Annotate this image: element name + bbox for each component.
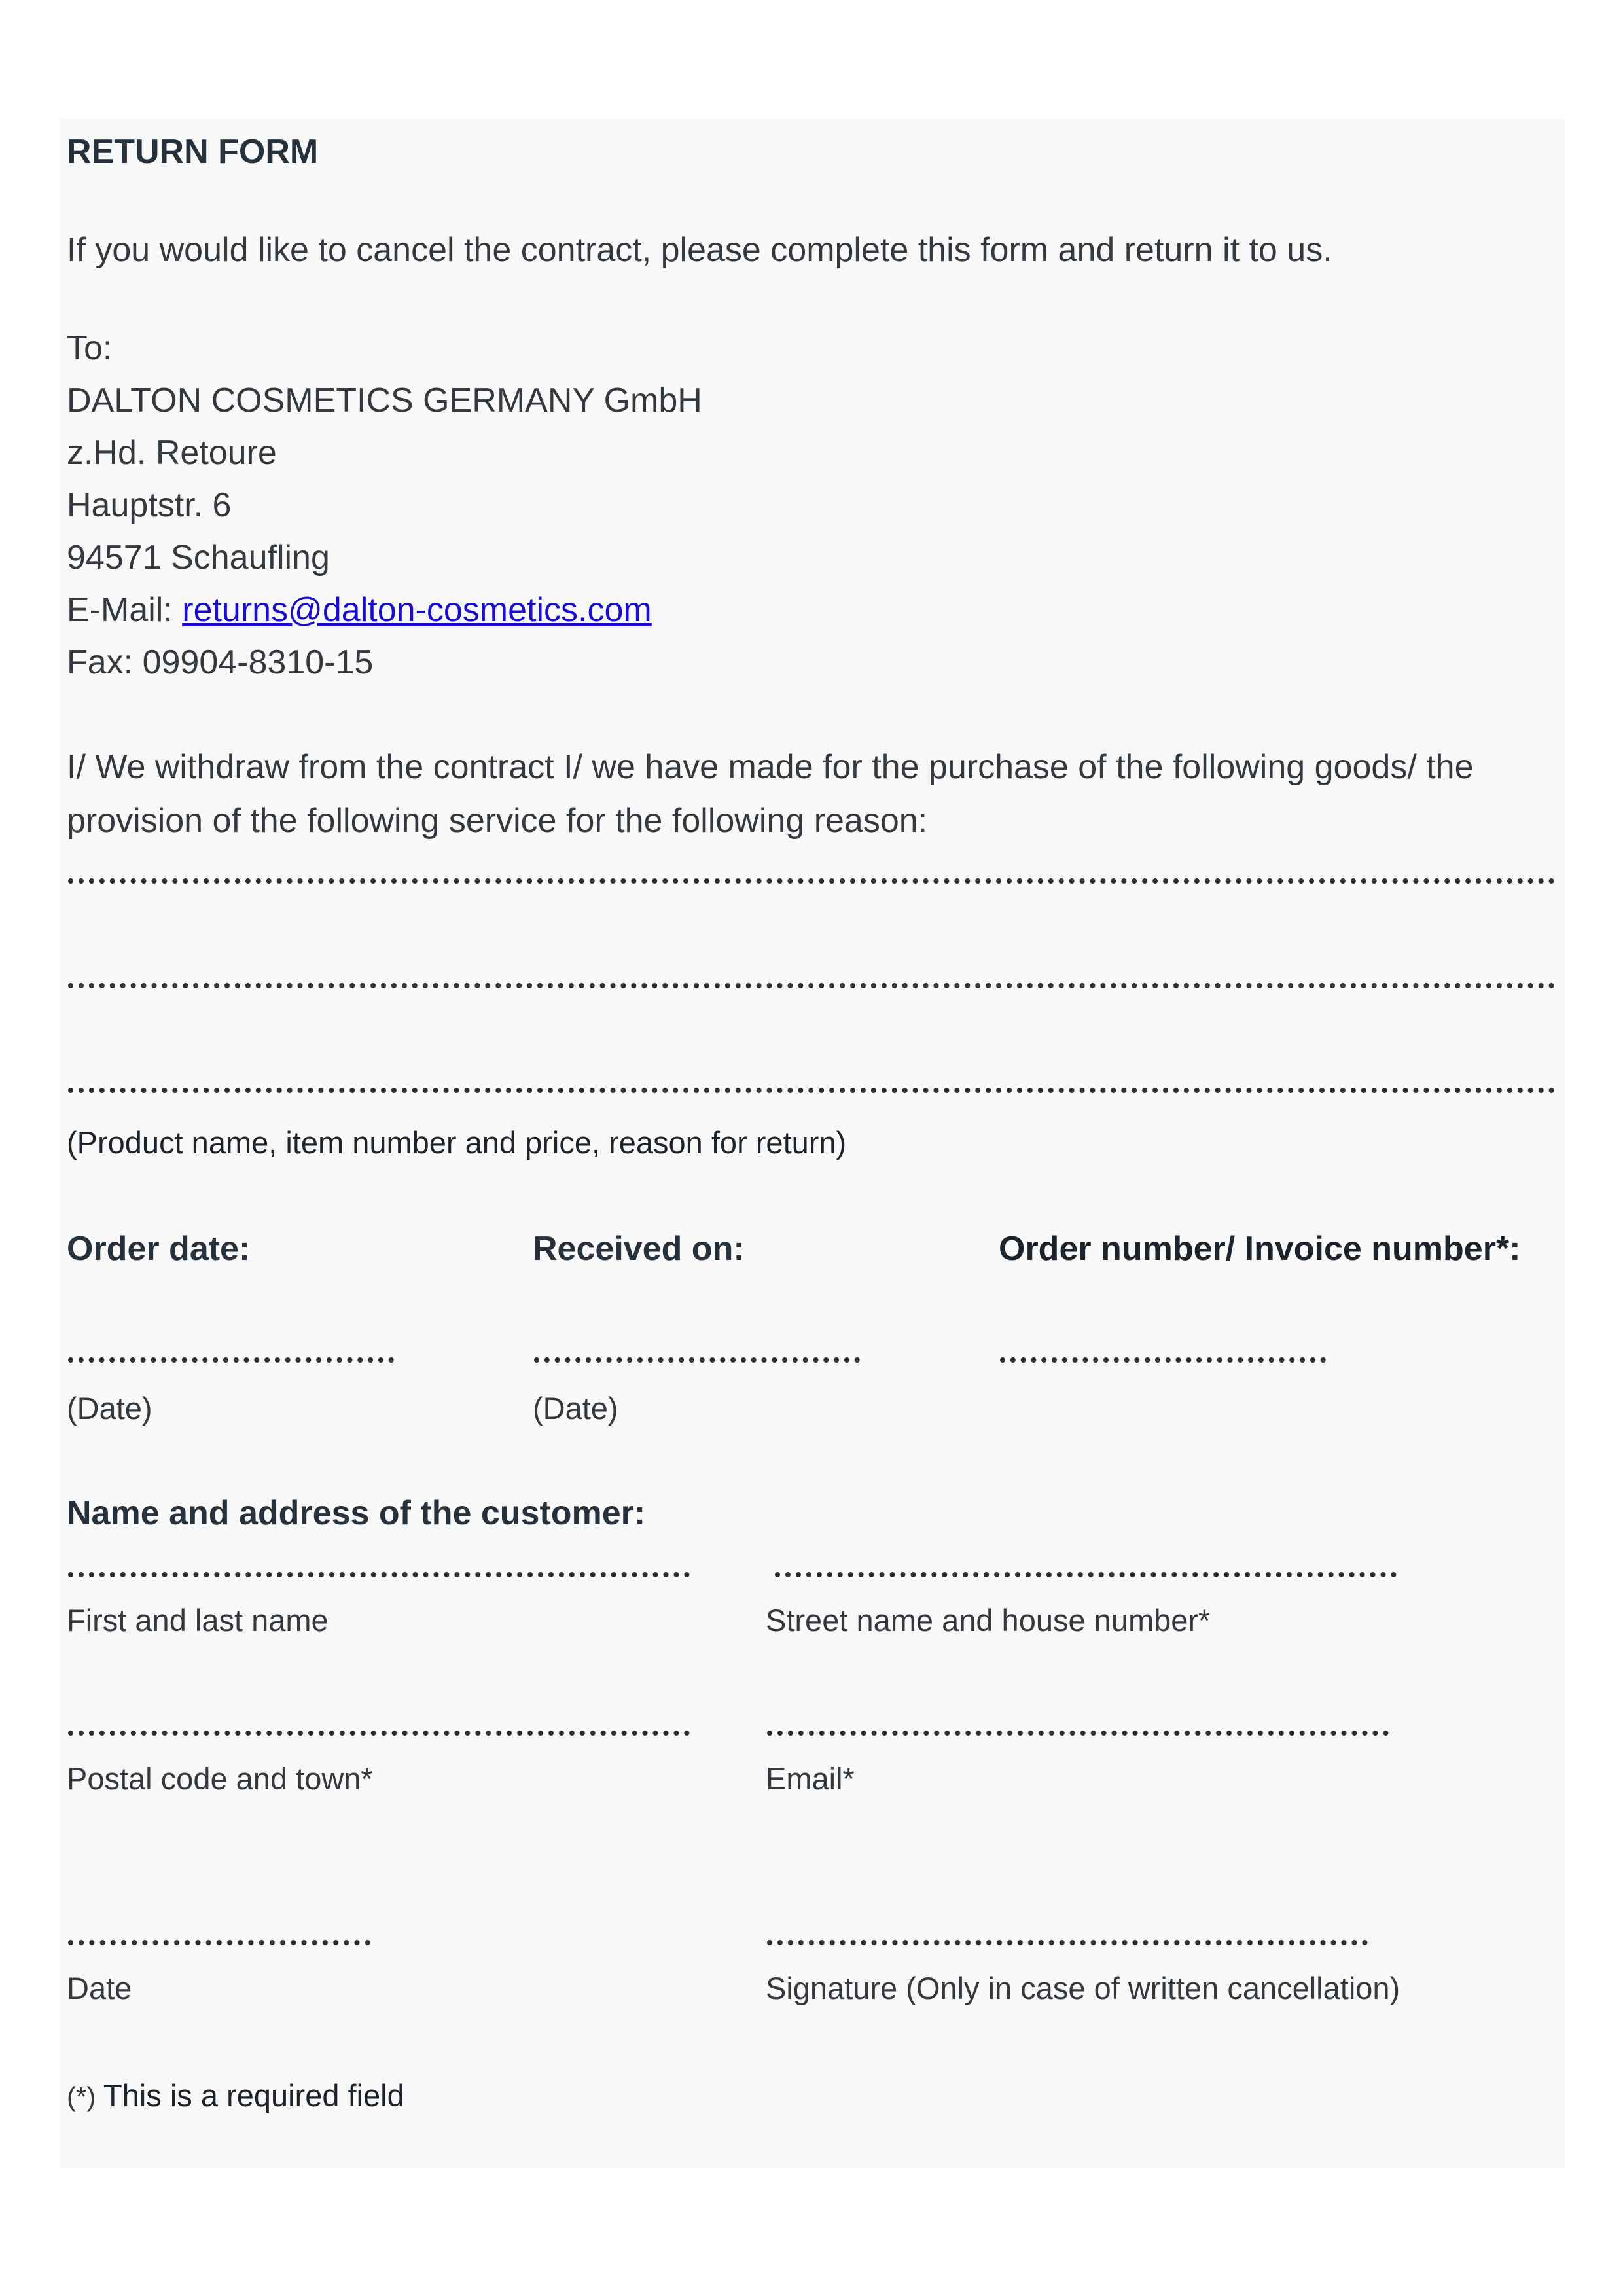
order-number-field[interactable]	[1000, 1357, 1326, 1363]
street-address: Hauptstr. 6	[67, 486, 232, 524]
street-label: Street name and house number*	[766, 1603, 1211, 1638]
postal-town-field[interactable]	[68, 1731, 690, 1736]
date-field[interactable]	[68, 1940, 370, 1945]
received-on-hint: (Date)	[533, 1391, 618, 1426]
company-name: DALTON COSMETICS GERMANY GmbH	[67, 382, 702, 420]
email-line	[67, 589, 652, 631]
postal-town-label: Postal code and town*	[67, 1761, 373, 1796]
to-label: To:	[67, 329, 113, 367]
withdraw-text-line-1: I/ We withdraw from the contract I/ we have made for the purchase of the following goods/ the	[67, 748, 1474, 786]
required-note	[67, 2075, 404, 2118]
order-number-label: Order number/ Invoice number*:	[999, 1230, 1521, 1268]
required-note-text: This is a required field	[103, 2078, 404, 2113]
order-date-label: Order date:	[67, 1230, 251, 1268]
received-on-label: Received on:	[533, 1230, 745, 1268]
email-link[interactable]: returns@dalton-cosmetics.com	[182, 591, 652, 629]
reason-line-1[interactable]	[68, 878, 1555, 884]
intro-text: If you would like to cancel the contract, please complete this form and return it to us.	[67, 231, 1332, 269]
reason-line-2[interactable]	[68, 983, 1555, 988]
street-field[interactable]	[775, 1572, 1397, 1577]
reason-line-3[interactable]	[68, 1088, 1555, 1093]
product-hint: (Product name, item number and price, reason for return)	[67, 1125, 847, 1160]
city-address: 94571 Schaufling	[67, 539, 330, 577]
email-field-label: Email*	[766, 1761, 855, 1796]
order-date-field[interactable]	[68, 1357, 394, 1363]
first-last-name-label: First and last name	[67, 1603, 329, 1638]
order-date-hint: (Date)	[67, 1391, 152, 1426]
date-label: Date	[67, 1971, 132, 2005]
email-label: E-Mail:	[67, 591, 183, 629]
customer-heading: Name and address of the customer:	[67, 1494, 646, 1532]
signature-field[interactable]	[767, 1940, 1368, 1945]
attention-line: z.Hd. Retoure	[67, 434, 277, 472]
form-title: RETURN FORM	[67, 133, 319, 171]
first-last-name-field[interactable]	[68, 1572, 690, 1577]
email-field[interactable]	[767, 1731, 1389, 1736]
signature-label: Signature (Only in case of written cancellation)	[766, 1971, 1400, 2005]
received-on-field[interactable]	[534, 1357, 860, 1363]
withdraw-text-line-2: provision of the following service for the following reason:	[67, 802, 928, 840]
fax-line: Fax: 09904-8310-15	[67, 643, 374, 681]
required-note-mark: (*)	[67, 2081, 103, 2112]
